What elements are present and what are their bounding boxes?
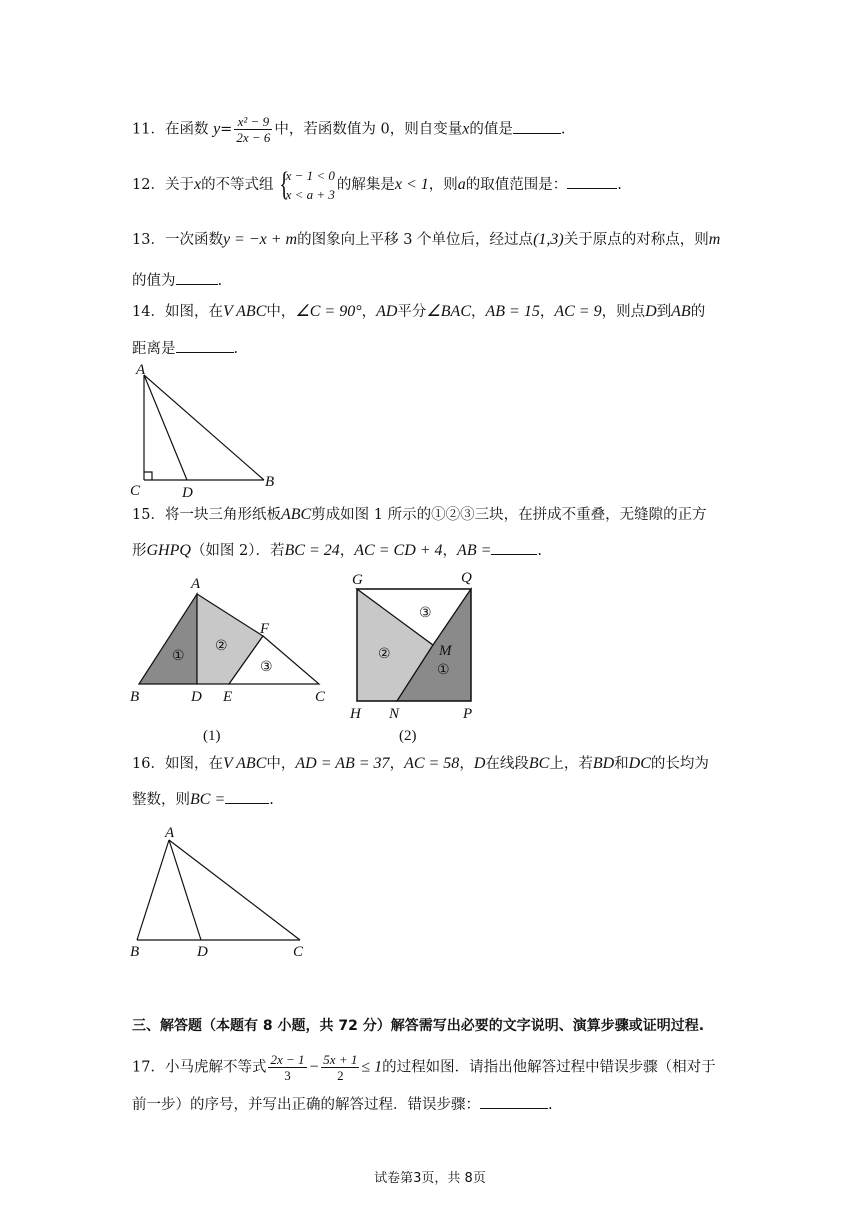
math-expr: GHPQ [146, 542, 191, 559]
question-text: ， [459, 756, 474, 772]
math-var: m [708, 231, 721, 248]
question-text: 的值是 [469, 121, 513, 138]
question-text: 在线段 [485, 756, 529, 772]
math-expr: BC [528, 755, 550, 772]
vertex-label-e: E [223, 689, 233, 705]
figure-q15-2 [345, 565, 490, 750]
answer-blank[interactable] [176, 270, 218, 285]
question-text: 将一块三角形纸板 [164, 507, 281, 523]
question-number: 15． [132, 507, 165, 523]
math-op: = [220, 121, 233, 138]
math-expr: (1,3) [533, 231, 564, 248]
math-expr: AD = AB = 37 [295, 755, 390, 772]
question-text: 前一步）的序号，并写出正确的解答过程．错误步骤： [132, 1097, 480, 1113]
vertex-label-b: B [130, 689, 140, 705]
math-var: y [213, 120, 221, 138]
question-text: 形 [132, 543, 147, 559]
piece-label-3: ③ [260, 659, 273, 675]
question-text: 的 [690, 304, 706, 320]
figure-caption: (2) [399, 728, 417, 744]
piece-label-2: ② [215, 638, 228, 654]
math-expr: BC = [190, 791, 226, 808]
question-number: 13． [132, 232, 165, 248]
vertex-label-d: D [197, 944, 208, 960]
edge-ab [137, 840, 169, 940]
fraction-1 [268, 1052, 306, 1083]
question-15 [132, 505, 707, 525]
punctuation: . [617, 177, 622, 193]
math-var: x [193, 176, 202, 193]
vertex-label-a: A [136, 362, 146, 378]
vertex-label-c: C [293, 944, 304, 960]
vertex-label-g: G [352, 572, 363, 588]
piece-1 [139, 594, 197, 684]
vertex-label-d: D [191, 689, 202, 705]
vertex-label-b: B [130, 944, 140, 960]
vertex-label-n: N [389, 706, 400, 722]
piece-label-1: ① [437, 662, 450, 678]
math-expr: x < 1 [394, 176, 429, 193]
vertex-label-b: B [265, 474, 275, 490]
fraction-2 [321, 1052, 359, 1083]
punctuation: . [233, 341, 239, 357]
math-expr: AB = 15 [485, 303, 540, 320]
vertex-label-m: M [439, 643, 452, 659]
piece-label-2: ② [378, 646, 391, 662]
question-text: 的长均为 [650, 756, 709, 772]
question-11 [132, 114, 565, 145]
edge-ad [169, 840, 201, 940]
question-text: 到 [656, 304, 672, 320]
question-text: ， [339, 543, 355, 559]
math-expr: BD [592, 755, 615, 772]
question-text: 的取值范围是： [465, 177, 568, 193]
question-17-line-2 [132, 1094, 553, 1115]
punctuation: . [269, 792, 274, 808]
question-text: ，则 [428, 177, 458, 193]
question-15-line-2 [132, 540, 542, 561]
math-op: − [308, 1058, 320, 1076]
question-text: 在函数 [164, 121, 209, 138]
math-expr: AC = 58 [404, 755, 460, 772]
math-expr: ∠C = 90° [295, 303, 362, 320]
question-text: 关于原点的对称点，则 [563, 232, 709, 248]
question-text: 的解集是 [336, 177, 395, 193]
question-number: 11． [132, 121, 165, 138]
math-expr: V ABC [222, 303, 267, 320]
math-expr: ABC [280, 506, 312, 523]
math-var: D [645, 303, 657, 320]
question-text: 如图，在 [164, 756, 223, 772]
vertex-label-a: A [165, 825, 175, 841]
question-17 [132, 1052, 716, 1083]
vertex-label-q: Q [461, 570, 472, 586]
question-text: ， [539, 304, 555, 320]
piece-label-1: ① [172, 648, 185, 664]
math-expr: AD [376, 303, 398, 320]
math-expr: y = −x + m [222, 231, 298, 248]
question-text: 距离是 [132, 341, 176, 357]
math-expr: ≤ 1 [361, 1058, 383, 1076]
answer-blank[interactable] [480, 1094, 548, 1109]
question-text: 中， [266, 756, 296, 772]
question-text: ，则点 [601, 304, 646, 320]
answer-blank[interactable] [513, 119, 561, 134]
inequality-2: x < a + 3 [285, 187, 335, 202]
question-text: 的不等式组 [201, 177, 274, 193]
numerator: 5x + 1 [323, 1052, 358, 1067]
question-number: 14． [132, 304, 165, 320]
denominator: 3 [284, 1068, 291, 1083]
math-var: x [462, 120, 470, 138]
math-expr: V ABC [222, 755, 267, 772]
question-text: 和 [614, 756, 629, 772]
question-text: 剪成如图 1 所示的①②③三块，在拼成不重叠，无缝隙的正方 [311, 507, 707, 523]
math-var: a [457, 176, 466, 193]
numerator: 2x − 1 [270, 1052, 305, 1067]
section-3-title: 三、解答题（本题有 8 小题，共 72 分）解答需写出必要的文字说明、演算步骤或证明过程. [132, 1018, 705, 1034]
vertex-label-a: A [191, 576, 201, 592]
brace-icon: { [278, 166, 289, 203]
right-angle-mark [144, 472, 152, 480]
question-text: （如图 2）．若 [190, 543, 285, 559]
math-expr: ∠BAC [426, 303, 471, 320]
vertex-label-c: C [315, 689, 326, 705]
vertex-label-c: C [130, 483, 141, 499]
question-13 [132, 230, 720, 250]
math-var: D [473, 755, 486, 772]
answer-blank[interactable] [225, 789, 269, 804]
question-text: 的过程如图．请指出他解答过程中错误步骤（相对于 [382, 1059, 716, 1076]
math-expr: AC = CD + 4 [354, 542, 443, 559]
answer-blank[interactable] [176, 338, 234, 353]
page-footer: 试卷第3页，共 8页 [374, 1171, 486, 1186]
inequality-system [276, 166, 335, 204]
vertex-label-d: D [182, 485, 193, 500]
piece-label-3: ③ [419, 605, 432, 621]
question-text: 上，若 [549, 756, 593, 772]
fraction [234, 114, 272, 145]
punctuation: . [537, 543, 542, 559]
math-expr: BC = 24 [284, 542, 340, 559]
question-text: 的图象向上平移 3 个单位后，经过点 [297, 232, 534, 248]
question-number: 12． [132, 177, 165, 193]
math-expr: AB [671, 303, 691, 320]
vertex-label-p: P [463, 706, 473, 722]
question-number: 17． [132, 1059, 165, 1076]
question-text: 的值为 [132, 273, 176, 289]
question-text: 关于 [164, 177, 194, 193]
inequality-1: x − 1 < 0 [285, 168, 335, 183]
question-number: 16． [132, 756, 165, 772]
question-text: 中，若函数值为 0，则自变量 [274, 121, 463, 138]
math-expr: DC [628, 755, 651, 772]
question-text: ， [361, 304, 377, 320]
punctuation: . [560, 121, 566, 138]
question-text: 中， [266, 304, 296, 320]
question-text: ， [470, 304, 486, 320]
edge-ab [144, 375, 264, 480]
punctuation: . [217, 273, 223, 289]
figure-q15-1 [125, 570, 335, 750]
denominator: 2 [337, 1068, 344, 1083]
numerator: x² − 9 [234, 114, 272, 130]
question-14 [132, 302, 705, 322]
question-12 [132, 166, 622, 204]
vertex-label-f: F [260, 621, 270, 637]
edge-ac [169, 840, 300, 940]
question-16-line-2 [132, 789, 274, 810]
denominator: 2x − 6 [236, 130, 271, 145]
figure-q14-triangle [125, 358, 285, 500]
edge-ad [144, 375, 187, 480]
question-text: 小马虎解不等式 [164, 1059, 267, 1076]
question-text: 一次函数 [164, 232, 223, 248]
punctuation: . [548, 1097, 553, 1113]
question-text: ， [389, 756, 405, 772]
math-expr: AC = 9 [554, 303, 602, 320]
figure-caption: (1) [203, 728, 221, 744]
question-14-line-2 [132, 338, 238, 359]
question-13-line-2 [132, 270, 222, 291]
answer-blank[interactable] [567, 174, 617, 189]
answer-blank[interactable] [491, 540, 537, 555]
vertex-label-h: H [350, 706, 361, 722]
question-text: ， [442, 543, 458, 559]
question-text: 如图，在 [164, 304, 223, 320]
question-text: 平分 [397, 304, 427, 320]
question-text: 整数，则 [132, 792, 190, 808]
question-16 [132, 754, 709, 774]
figure-q16-triangle [125, 822, 325, 962]
math-expr: AB = [457, 542, 492, 559]
